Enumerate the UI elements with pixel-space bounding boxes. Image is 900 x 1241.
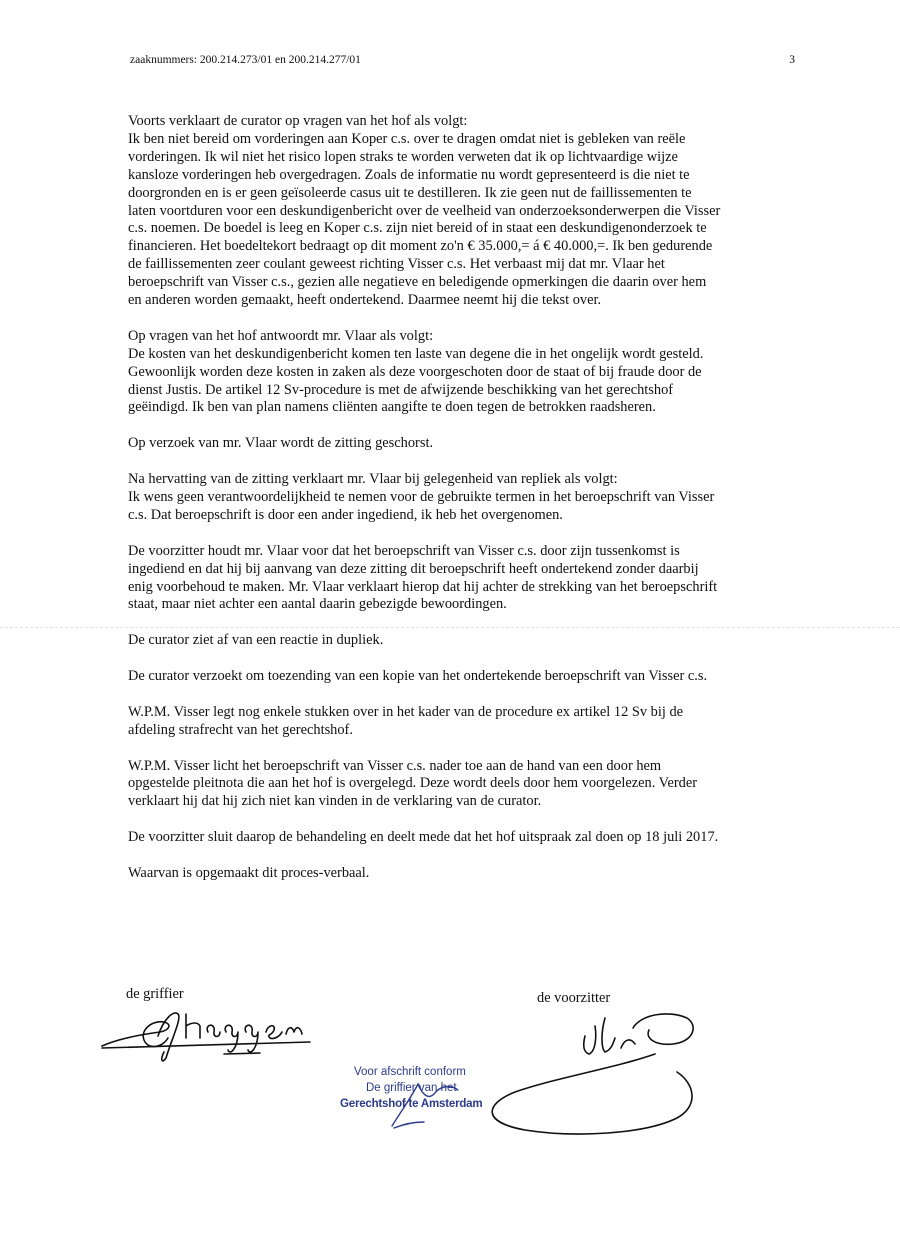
text-line: De kosten van het deskundigenbericht komen ten laste van degene die in het ongelijk wordt gesteld. (128, 345, 704, 362)
paragraph-dupliek (128, 632, 793, 650)
text-line: De voorzitter houdt mr. Vlaar voor dat het beroepschrift van Visser c.s. door zijn tussenkomst is (128, 542, 680, 559)
text-line: geëindigd. Ik ben van plan namens cliënten aangifte te doen tegen de betrokken raadsheren. (128, 399, 656, 416)
text-line: c.s. noemen. De boedel is leeg en Koper c.s. zijn niet bereid of in staat een deskundigenonderzoek te (128, 220, 707, 237)
text-line: Ik ben niet bereid om vorderingen aan Koper c.s. over te dragen omdat niet is gebleken van reële (128, 130, 686, 147)
voorzitter-label: de voorzitter (537, 990, 611, 1006)
case-numbers: zaaknummers: 200.214.273/01 en 200.214.277/01 (130, 54, 361, 66)
paragraph-repliek (128, 471, 793, 525)
text-line: staat, maar niet achter een aantal daarin gebezigde bewoordingen. (128, 596, 507, 613)
text-line: Op verzoek van mr. Vlaar wordt de zitting geschorst. (128, 435, 434, 452)
text-line: afdeling strafrecht van het gerechtshof. (128, 721, 353, 738)
text-line: financieren. Het boedeltekort bedraagt op dit moment zo'n € 35.000,= á € 40.000,=. Ik ben gedurende (128, 238, 713, 255)
text-line: W.P.M. Visser legt nog enkele stukken over in het kader van de procedure ex artikel 12 Sv bij de (128, 703, 684, 720)
text-line: De curator ziet af van een reactie in dupliek. (128, 632, 384, 649)
text-line: De curator verzoekt om toezending van een kopie van het ondertekende beroepschrift van Visser c.s. (128, 668, 708, 684)
text-line: Waarvan is opgemaakt dit proces-verbaal. (128, 864, 370, 881)
text-line: Op vragen van het hof antwoordt mr. Vlaar als volgt: (128, 327, 434, 344)
text-line: dienst Justis. De artikel 12 Sv-procedure is met de afwijzende beschikking van het gerechtshof (128, 381, 674, 398)
page-number: 3 (789, 54, 795, 66)
griffier-signature (100, 1008, 315, 1063)
text-line: ingediend en dat hij bij aanvang van deze zitting dit beroepschrift heeft ondertekend zonder daarbij (128, 560, 699, 577)
text-line: de faillissementen zeer coulant geweest richting Visser c.s. Het verbaast mij dat mr. Vlaar het (128, 256, 665, 273)
stamp-line: De griffier van het (366, 1082, 457, 1094)
stamp-line: Gerechtshof te Amsterdam (340, 1098, 483, 1110)
text-line: verklaart hij dat hij zich niet kan vinden in de verklaring van de curator. (128, 793, 542, 810)
text-line: laten voortduren voor een deskundigenbericht over de veelheid van onderzoeksonderwerpen die Visser (128, 202, 721, 219)
paragraph-closing (128, 829, 793, 847)
paragraph-session-suspended (128, 435, 793, 453)
text-line: en anderen worden gemaakt, heeft ondertekend. Daarmee neemt hij die tekst over. (128, 292, 602, 309)
paragraph-copy-request (128, 668, 793, 686)
text-line: beroepschrift van Visser c.s., gezien alle negatieve en beledigende opmerkingen die daarin over hem (128, 274, 707, 291)
text-line: Na hervatting van de zitting verklaart mr. Vlaar bij gelegenheid van repliek als volgt: (128, 471, 618, 488)
text-line: vorderingen. Ik wil niet het risico lopen straks te worden verweten dat ik op lichtvaardige wijze (128, 148, 678, 165)
stamp-line: Voor afschrift conform (354, 1066, 466, 1078)
text-line: Ik wens geen verantwoordelijkheid te nemen voor de gebruikte termen in het beroepschrift van Visser (128, 488, 715, 505)
paragraph-chair-remark (128, 543, 793, 615)
paragraph-documents-submitted (128, 704, 793, 740)
text-line: Gewoonlijk worden deze kosten in zaken als deze voorgeschoten door de staat of bij fraude door de (128, 363, 702, 380)
document-body (128, 113, 793, 883)
text-line: enig voorbehoud te maken. Mr. Vlaar verklaart hierop dat hij achter de strekking van het beroepschrift (128, 578, 718, 595)
text-line: De voorzitter sluit daarop de behandeling en deelt mede dat het hof uitspraak zal doen op 18 juli 2017. (128, 829, 719, 846)
text-line: c.s. Dat beroepschrift is door een ander ingediend, ik heb het overgenomen. (128, 506, 563, 523)
paragraph-curator-statement (128, 113, 793, 310)
paragraph-proces-verbaal (128, 865, 793, 883)
page-header (130, 54, 795, 66)
certified-copy-stamp (340, 1064, 510, 1112)
text-line: Voorts verklaart de curator op vragen van het hof als volgt: (128, 113, 468, 129)
text-line: W.P.M. Visser licht het beroepschrift van Visser c.s. nader toe aan de hand van een door hem (128, 757, 662, 774)
paragraph-pleitnota (128, 758, 793, 812)
text-line: kansloze vorderingen heb overgedragen. Zoals de informatie nu wordt gepresenteerd is die niet te (128, 166, 690, 183)
text-line: doorgronden en is er geen geïsoleerde casus uit te destilleren. Ik zie geen nut de faillissementen te (128, 184, 692, 201)
text-line: opgestelde pleitnota die aan het hof is overgelegd. Deze wordt deels door hem voorgelezen. Verder (128, 775, 698, 792)
paragraph-vlaar-answer (128, 328, 793, 418)
griffier-label: de griffier (126, 986, 184, 1002)
